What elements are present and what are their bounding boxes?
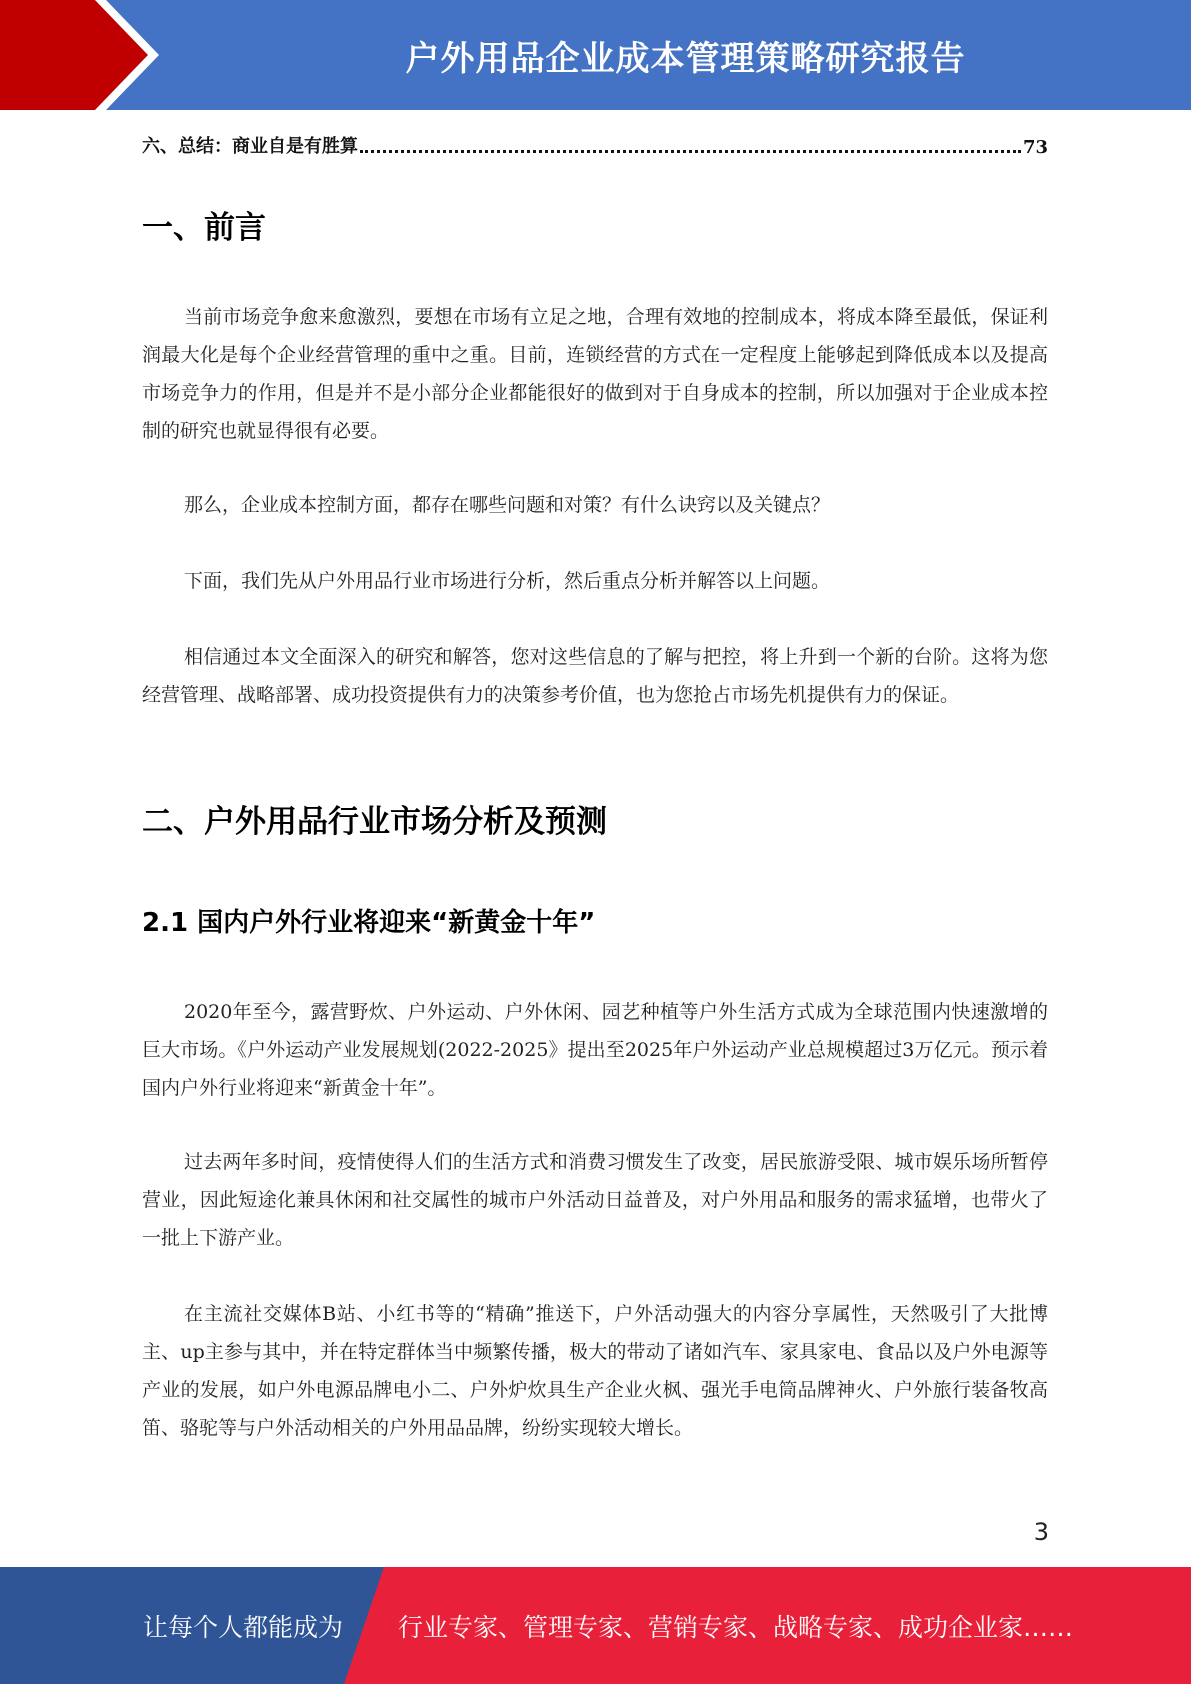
paragraph: 当前市场竞争愈来愈激烈，要想在市场有立足之地，合理有效地的控制成本，将成本降至最低，保证利润最大化是每个企业经营管理的重中之重。目前，连锁经营的方式在一定程度上能够起到降低成本以及提高市场竞争力的作用，但是并不是小部分企业都能很好的做到对于自身成本的控制，所以加强对于企业成本控制的研究也就显得很有必要。 — [142, 306, 1048, 442]
paragraph: 那么，企业成本控制方面，都存在哪些问题和对策？有什么诀窍以及关键点？ — [184, 494, 831, 516]
section-heading-preface: 一、前言 — [142, 210, 266, 246]
paragraph: 在主流社交媒体B站、小红书等的“精确”推送下，户外活动强大的内容分享属性，天然吸引了大批博主、up主参与其中，并在特定群体当中频繁传播，极大的带动了诸如汽车、家具家电、食品以及户外电源等产业的发展，如户外电源品牌电小二、户外炉炊具生产企业火枫、强光手电筒品牌神火、户外旅行装备牧高笛、骆驼等与户外活动相关的户外用品品牌，纷纷实现较大增长。 — [142, 1303, 1048, 1439]
paragraph: 相信通过本文全面深入的研究和解答，您对这些信息的了解与把控，将上升到一个新的台阶。这将为您经营管理、战略部署、成功投资提供有力的决策参考价值，也为您抢占市场先机提供有力的保证。 — [142, 646, 1048, 706]
toc-leader-dots — [360, 150, 1021, 153]
page-number: 3 — [1033, 1518, 1049, 1546]
report-title: 户外用品企业成本管理策略研究报告 — [405, 38, 966, 79]
paragraph: 下面，我们先从户外用品行业市场进行分析，然后重点分析并解答以上问题。 — [184, 570, 831, 592]
header-banner — [0, 0, 1191, 110]
footer-banner — [0, 1567, 1191, 1684]
section-heading-market: 二、户外用品行业市场分析及预测 — [142, 804, 607, 840]
toc-entry[interactable] — [142, 130, 1048, 158]
footer-slogan-left: 让每个人都能成为 — [143, 1612, 344, 1642]
toc-entry-label: 六、总结：商业自是有胜算 — [142, 136, 358, 157]
paragraph: 2020年至今，露营野炊、户外运动、户外休闲、园艺种植等户外生活方式成为全球范围内快速激增的巨大市场。《户外运动产业发展规划(2022-2025》提出至2025年户外运动产业总规模超过3万亿元。预示着国内户外行业将迎来“新黄金十年”。 — [142, 1001, 1048, 1099]
footer-slogan-right: 行业专家、管理专家、营销专家、战略专家、成功企业家…… — [398, 1612, 1074, 1642]
paragraph: 过去两年多时间，疫情使得人们的生活方式和消费习惯发生了改变，居民旅游受限、城市娱乐场所暂停营业，因此短途化兼具休闲和社交属性的城市户外活动日益普及，对户外用品和服务的需求猛增，也带火了一批上下游产业。 — [142, 1151, 1048, 1249]
subsection-heading: 2.1 国内户外行业将迎来“新黄金十年” — [142, 908, 596, 938]
toc-entry-page: 73 — [1022, 137, 1048, 158]
